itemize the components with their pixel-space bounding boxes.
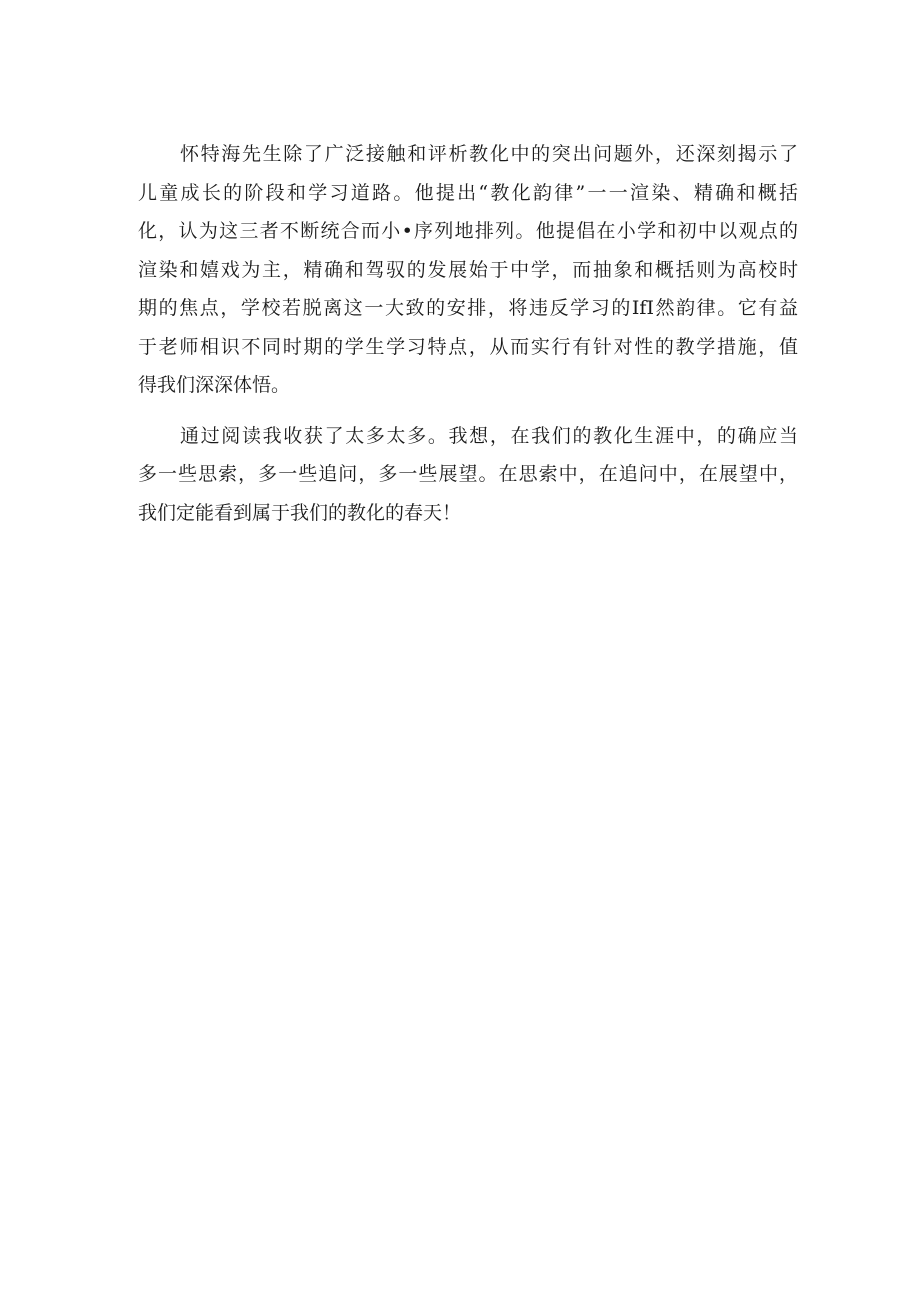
paragraph-line: 化，认为这三者不断统合而小•序列地排列。他提倡在小学和初中以观点的	[138, 220, 798, 242]
paragraph-spacer	[138, 405, 798, 417]
paragraph-line: 得我们深深体悟。	[138, 374, 291, 396]
paragraph-line: 通过阅读我收获了太多太多。我想，在我们的教化生涯中，的确应当	[180, 424, 798, 447]
paragraph-1	[138, 135, 798, 405]
paragraph-line: 期的焦点，学校若脱离这一大致的安排，将违反学习的IfI然韵律。它有益	[138, 297, 798, 319]
paragraph-line: 渲染和嬉戏为主，精确和驾驭的发展始于中学，而抽象和概括则为高校时	[138, 258, 798, 281]
paragraph-2	[138, 417, 798, 533]
paragraph-line: 我们定能看到属于我们的教化的春天！	[138, 501, 462, 524]
paragraph-line: 怀特海先生除了广泛接触和评析教化中的突出问题外，还深刻揭示了	[180, 143, 798, 165]
paragraph-line: 多一些思索，多一些追问，多一些展望。在思索中，在追问中，在展望中，	[138, 463, 798, 485]
paragraph-line: 于老师相识不同时期的学生学习特点，从而实行有针对性的教学措施，值	[138, 335, 798, 358]
document-body	[138, 135, 798, 532]
paragraph-line: 儿童成长的阶段和学习道路。他提出“教化韵律”一一渲染、精确和概括	[138, 181, 798, 204]
